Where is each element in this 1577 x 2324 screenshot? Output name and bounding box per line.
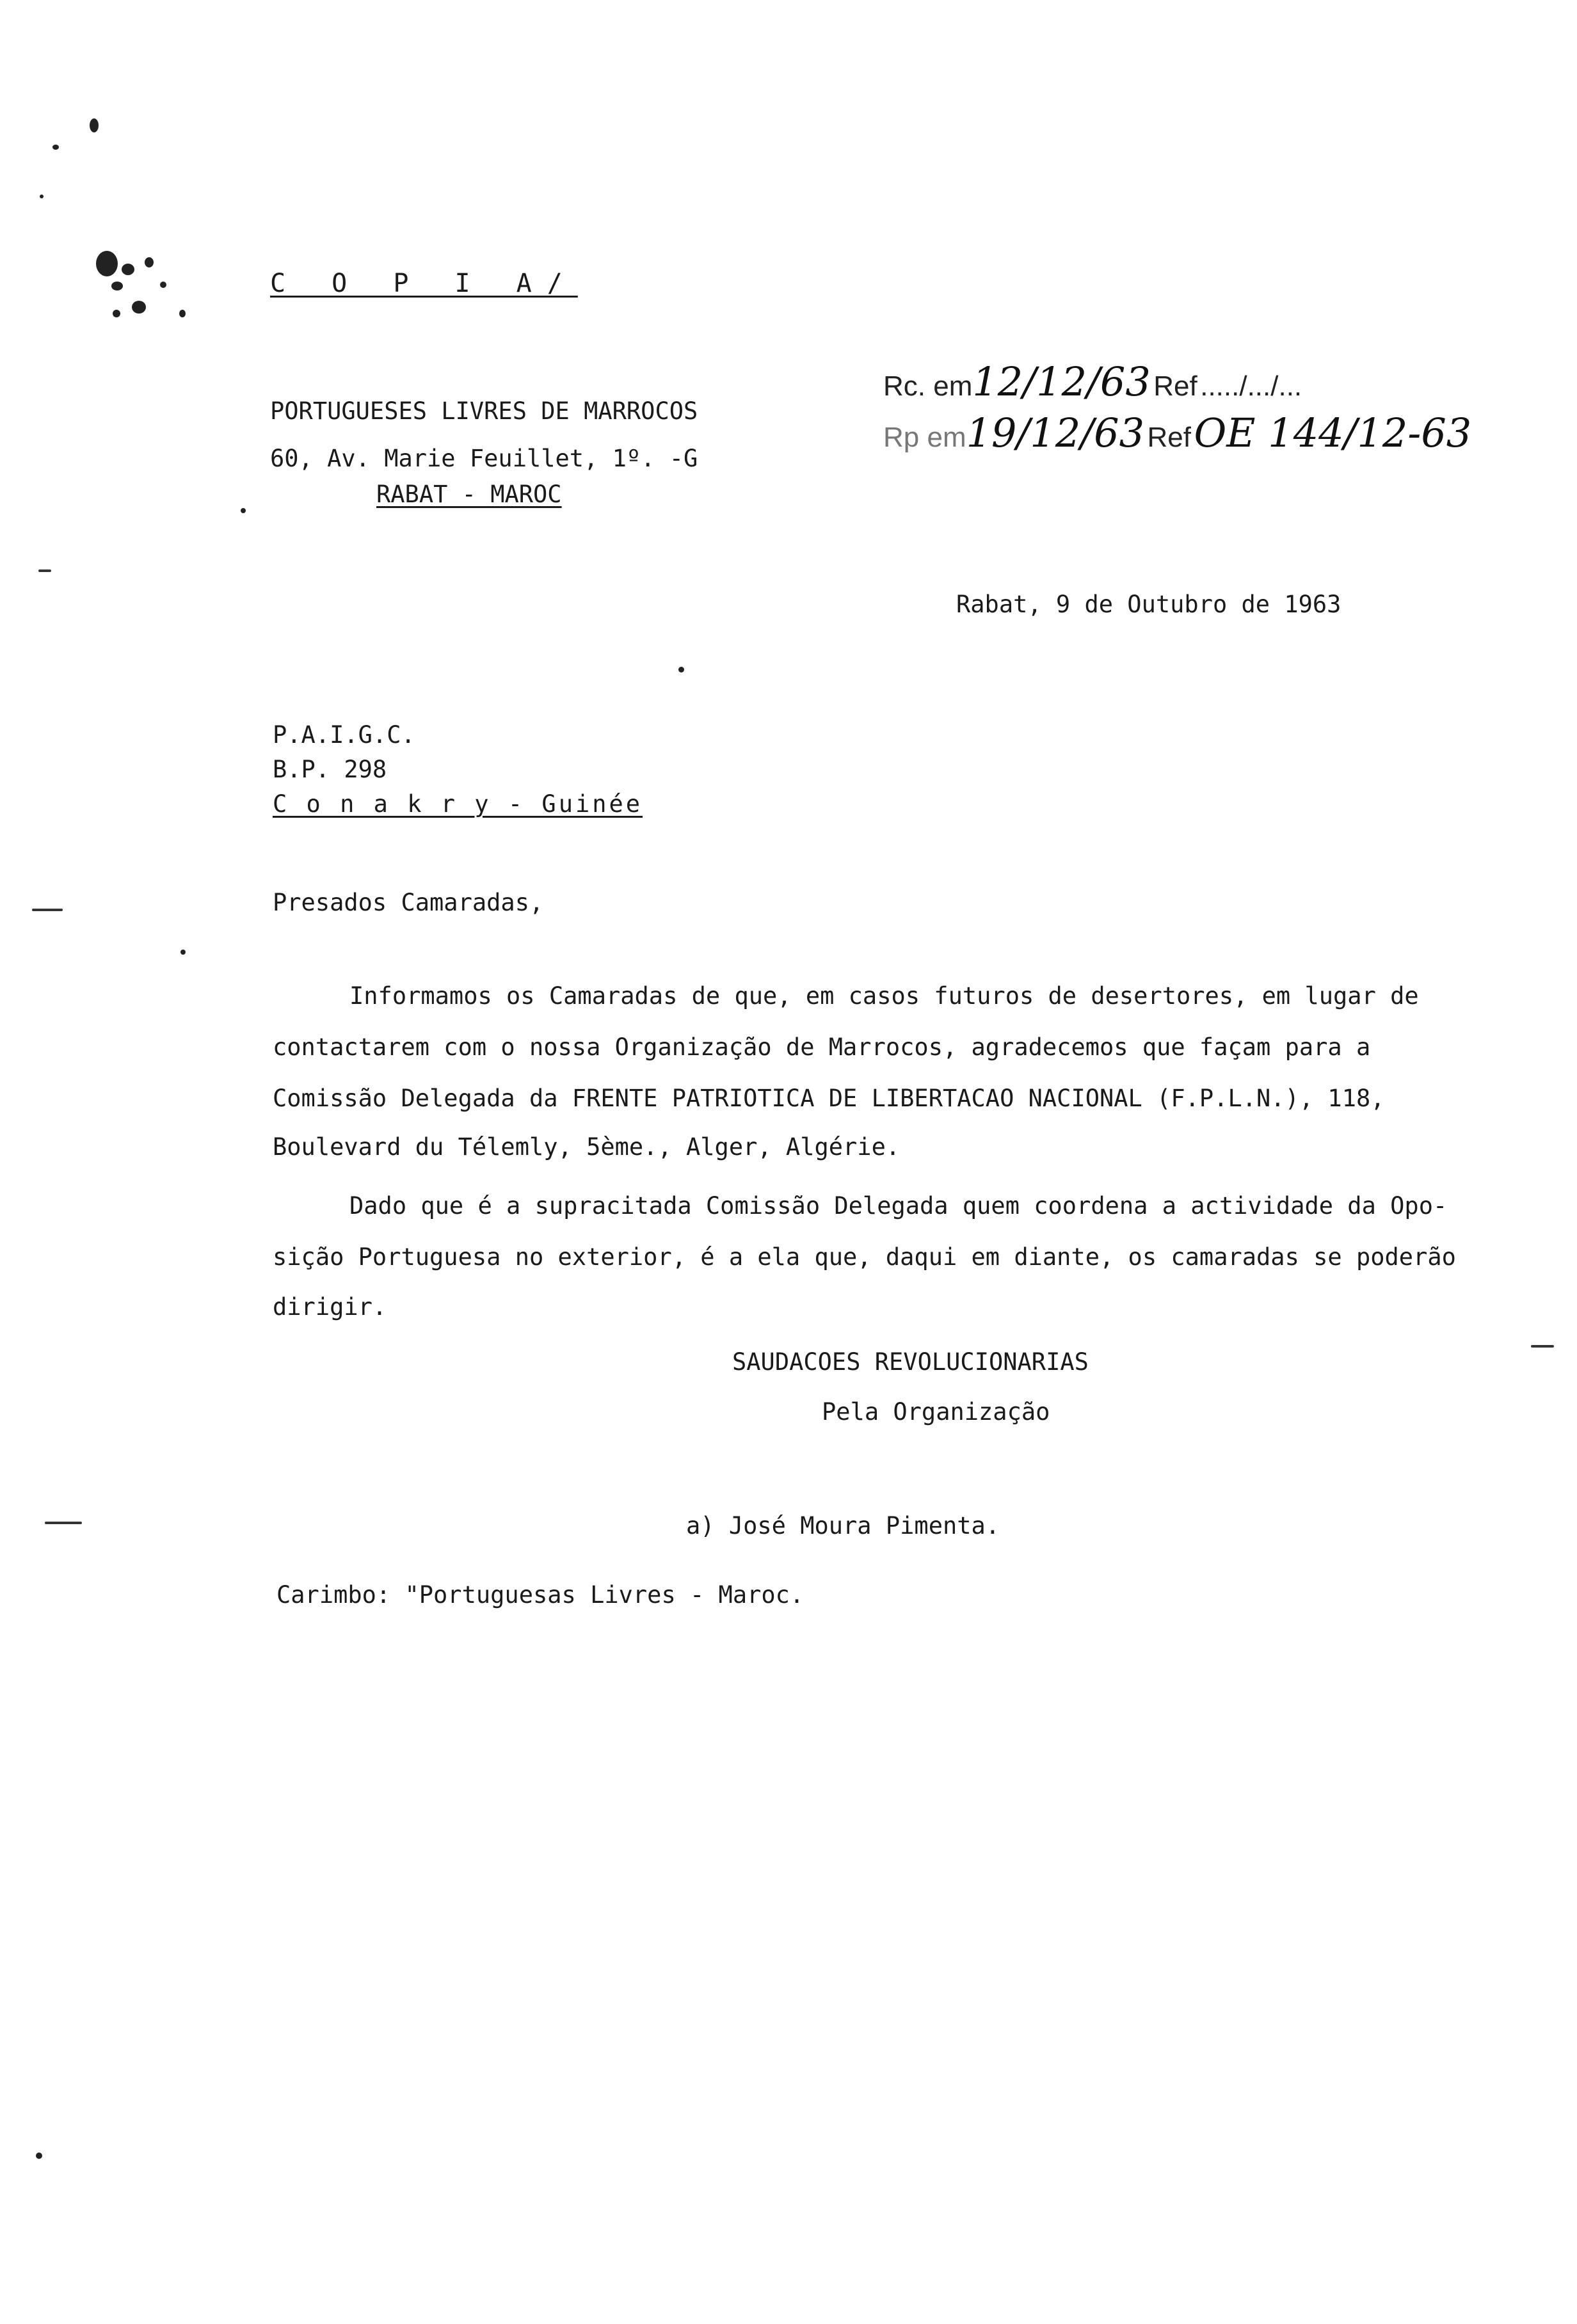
stamp-ref-value: ...../.../...	[1200, 370, 1302, 402]
stamp-received-label: Rc. em	[883, 370, 973, 402]
paragraph1-line: Informamos os Camaradas de que, em casos futuros de desertores, em lugar de	[349, 982, 1419, 1010]
paragraph2-line: sição Portuguesa no exterior, é a ela que, daqui em diante, os camaradas se poderão	[273, 1243, 1456, 1271]
stamp-ref-label: Ref	[1153, 370, 1197, 402]
registry-stamp-line1	[883, 358, 1302, 405]
scan-mark	[32, 909, 63, 911]
letter-date: Rabat, 9 de Outubro de 1963	[956, 591, 1341, 618]
stamp-ref2-label: Ref	[1147, 422, 1191, 453]
stamp-ref2-value: OE 144/12-63	[1194, 410, 1472, 456]
paragraph2-line: Dado que é a supracitada Comissão Delegada quem coordena a actividade da Opo-	[349, 1192, 1448, 1220]
ink-blot	[132, 301, 146, 314]
recipient-name: P.A.I.G.C.	[273, 721, 415, 749]
scan-mark	[45, 1522, 82, 1524]
closing-greeting: SAUDACOES REVOLUCIONARIAS	[732, 1348, 1089, 1376]
recipient-box: B.P. 298	[273, 756, 387, 783]
speck	[90, 118, 99, 132]
stamp-reply-date: 19/12/63	[966, 410, 1145, 456]
copy-heading: C O P I A/	[270, 269, 578, 298]
speck	[40, 195, 44, 198]
ink-blot	[122, 264, 134, 275]
scan-mark	[38, 569, 51, 572]
seal-note: Carimbo: "Portuguesas Livres - Maroc.	[276, 1581, 805, 1609]
recipient-city: C o n a k r y - Guinée	[273, 790, 643, 818]
ink-blot	[160, 282, 166, 288]
signature-line: a) José Moura Pimenta.	[686, 1512, 1000, 1540]
speck	[241, 508, 246, 513]
ink-blot	[96, 251, 118, 276]
sender-org: PORTUGUESES LIVRES DE MARROCOS	[270, 397, 698, 425]
ink-blot	[111, 282, 123, 290]
speck	[36, 2153, 42, 2159]
ink-blot	[179, 310, 186, 317]
paragraph1-line: Comissão Delegada da FRENTE PATRIOTICA DE LIBERTACAO NACIONAL (F.P.L.N.), 118,	[273, 1085, 1385, 1112]
speck	[678, 667, 684, 673]
stamp-received-date: 12/12/63	[972, 358, 1151, 405]
paragraph2-line: dirigir.	[273, 1293, 387, 1321]
speck	[52, 145, 59, 150]
closing-on-behalf: Pela Organização	[822, 1398, 1050, 1426]
registry-stamp-line2	[883, 410, 1471, 456]
ink-blot	[113, 310, 120, 317]
paragraph1-line: Boulevard du Télemly, 5ème., Alger, Algérie.	[273, 1133, 901, 1161]
sender-city: RABAT - MAROC	[376, 481, 562, 508]
stamp-reply-label: Rp em	[883, 422, 966, 453]
scan-mark	[1531, 1345, 1554, 1348]
ink-blot	[145, 257, 154, 267]
speck	[180, 950, 186, 955]
paragraph1-line: contactarem com o nossa Organização de Marrocos, agradecemos que façam para a	[273, 1033, 1371, 1061]
sender-address: 60, Av. Marie Feuillet, 1º. -G	[270, 445, 698, 472]
salutation: Presados Camaradas,	[273, 889, 544, 916]
